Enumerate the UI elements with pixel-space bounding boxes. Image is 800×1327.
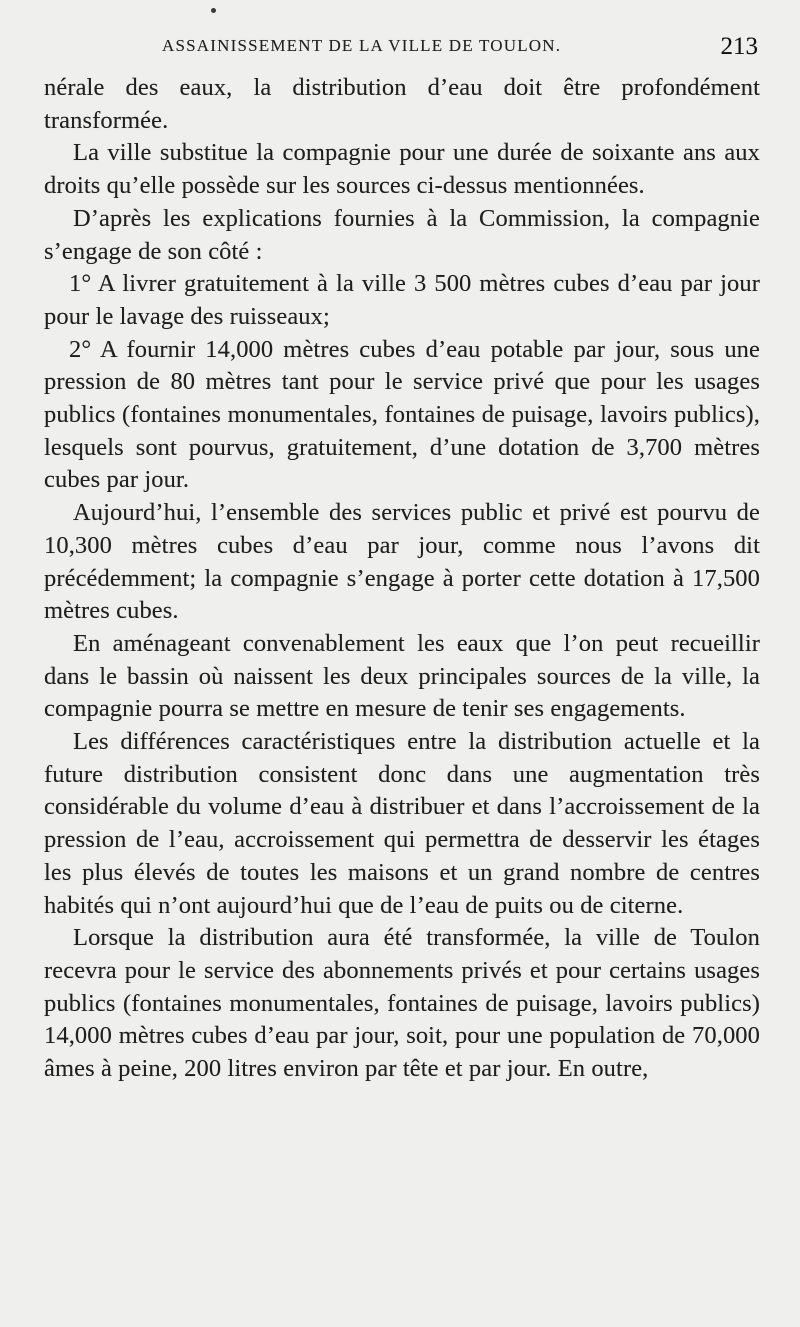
page-header bbox=[150, 34, 762, 62]
paragraph-2: La ville substitue la compagnie pour une durée de soixante ans aux droits qu’elle possède sur les sources ci-dessus mentionnées. bbox=[44, 139, 760, 200]
page-number: 213 bbox=[720, 33, 758, 60]
list-item-1: 1° A livrer gratuitement à la ville 3 500 mètres cubes d’eau par jour pour le lavage des ruisseaux; bbox=[44, 270, 760, 330]
list-item-2: 2° A fournir 14,000 mètres cubes d’eau potable par jour, sous une pression de 80 mètres tant pour le service privé que pour les usages publics (fontaines monumentales, fontaines de puisage, lavoirs publics), lesquels sont pourvus, gratuitement, d’une dotation de 3,700 mètres cubes par jour. bbox=[44, 335, 760, 494]
paragraph-1: nérale des eaux, la distribution d’eau doit être profondément transformée. bbox=[44, 74, 760, 134]
paragraph-6: Les différences caractéristiques entre la distribution actuelle et la future distribution consistent donc dans une augmentation très considérable du volume d’eau à distribuer et dans l’accroissement de la pression de l’eau, accroissement qui permettra de desservir les étages les plus élevés de toutes les maisons et un grand nombre de centres habités qui n’ont aujourd’hui que de l’eau de puits ou de citerne. bbox=[44, 728, 760, 919]
paragraph-7: Lorsque la distribution aura été transformée, la ville de Toulon recevra pour le service des abonnements privés et pour certains usages publics (fontaines monumentales, fontaines de puisage, lavoirs publics) 14,000 mètres cubes d’eau par jour, soit, pour une population de 70,000 âmes à peine, 200 litres environ par tête et par jour. En outre, bbox=[44, 924, 760, 1083]
paragraph-4: Aujourd’hui, l’ensemble des services public et privé est pourvu de 10,300 mètres cubes d’eau par jour, comme nous l’avons dit précédemment; la compagnie s’engage à porter cette dotation à 17,500 mètres cubes. bbox=[44, 499, 760, 625]
paragraph-3: D’après les explications fournies à la Commission, la compagnie s’engage de son côté : bbox=[44, 204, 760, 265]
paragraph-5: En aménageant convenablement les eaux que l’on peut recueillir dans le bassin où naissent les deux principales sources de la ville, la compagnie pourra se mettre en mesure de tenir ses engagements. bbox=[44, 629, 760, 723]
text-body bbox=[44, 72, 760, 1086]
print-speck bbox=[211, 8, 216, 13]
running-title: ASSAINISSEMENT DE LA VILLE DE TOULON. bbox=[162, 36, 562, 55]
